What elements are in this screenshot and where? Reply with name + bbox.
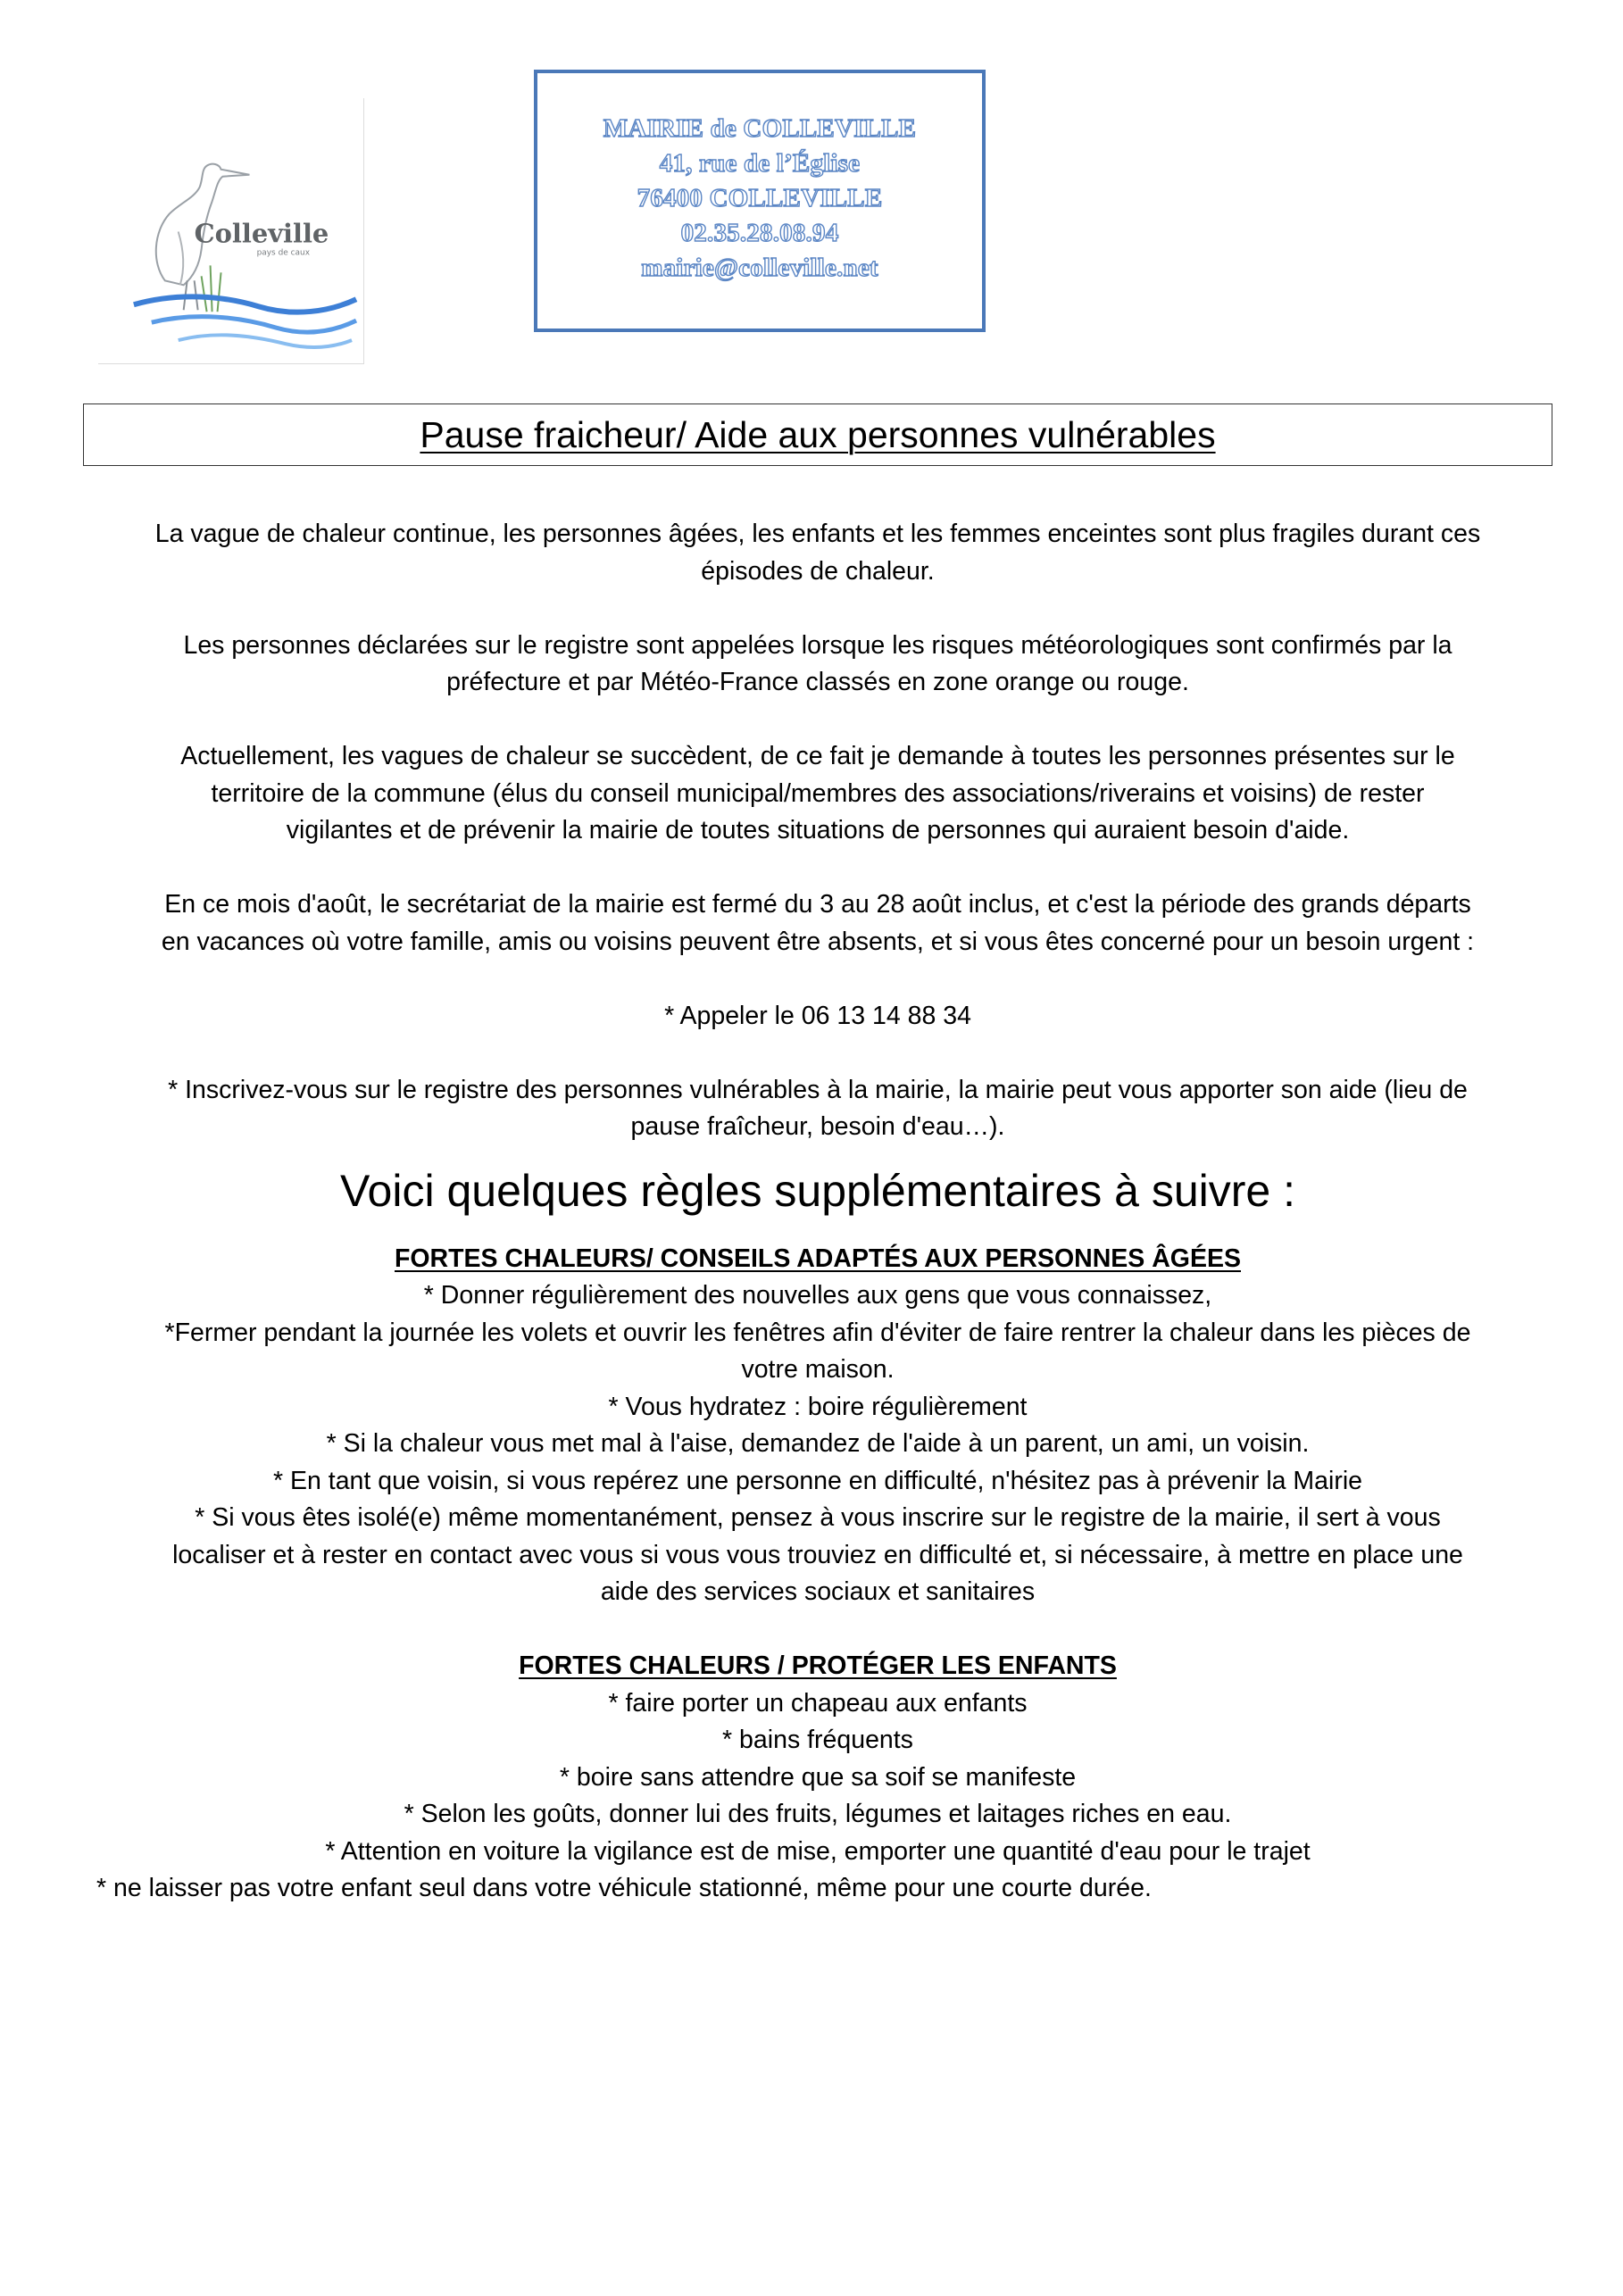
- register-line-1: * Inscrivez-vous sur le registre des personnes vulnérables à la mairie, la mairie peut vous apporter son aide (lieu de: [168, 1075, 1468, 1104]
- intro-paragraph-1-line-2: épisodes de chaleur.: [701, 556, 935, 586]
- intro-paragraph-2-line-1: Les personnes déclarées sur le registre sont appelées lorsque les risques météorologiques sont confirmés par la: [183, 630, 1452, 660]
- intro-paragraph-3-line-3: vigilantes et de prévenir la mairie de toutes situations de personnes qui auraient besoin d'aide.: [286, 816, 1350, 844]
- elderly-advice-line: * Vous hydratez : boire régulièrement: [608, 1392, 1028, 1421]
- document-body: [98, 516, 1537, 1908]
- intro-paragraph-2-line-2: préfecture et par Météo-France classés en zone orange ou rouge.: [446, 668, 1189, 696]
- children-advice-line: * Attention en voiture la vigilance est de mise, emporter une quantité d'eau pour le trajet: [325, 1836, 1311, 1866]
- logo-name: Colleville: [194, 218, 329, 249]
- elderly-section-heading: FORTES CHALEURS/ CONSEILS ADAPTÉS AUX PERSONNES ÂGÉES: [394, 1244, 1241, 1273]
- intro-paragraph-1-line-1: La vague de chaleur continue, les personnes âgées, les enfants et les femmes enceintes sont plus fragiles durant ces: [154, 520, 1481, 548]
- children-advice-line: * boire sans attendre que sa soif se manifeste: [559, 1762, 1077, 1792]
- address-email: mairie@colleville.net: [641, 253, 878, 282]
- intro-paragraph-4-line-2: en vacances où votre famille, amis ou voisins peuvent être absents, et si vous êtes concerné pour un besoin urgent :: [161, 927, 1475, 956]
- intro-paragraph-3-line-1: Actuellement, les vagues de chaleur se succèdent, de ce fait je demande à toutes les personnes présentes sur le: [180, 742, 1455, 770]
- elderly-advice-line: * Si la chaleur vous met mal à l'aise, demandez de l'aide à un parent, un ami, un voisin.: [326, 1429, 1310, 1458]
- town-hall-address-box: [534, 70, 986, 332]
- address-street: 41, rue de l’Église: [659, 148, 861, 178]
- elderly-advice-line: *Fermer pendant la journée les volets et ouvrir les fenêtres afin d'éviter de faire rentrer la chaleur dans les pièces de: [164, 1318, 1471, 1347]
- children-advice-line: * bains fréquents: [722, 1726, 913, 1754]
- heron-logo-icon: [98, 98, 363, 363]
- emergency-phone-line: * Appeler le 06 13 14 88 34: [664, 1001, 971, 1030]
- elderly-advice-line: * Donner régulièrement des nouvelles aux gens que vous connaissez,: [423, 1281, 1212, 1310]
- elderly-advice-line: aide des services sociaux et sanitaires: [600, 1577, 1036, 1606]
- intro-paragraph-4-line-1: En ce mois d'août, le secrétariat de la mairie est fermé du 3 au 28 août inclus, et c'est la période des grands départs: [164, 890, 1471, 919]
- children-section-heading: FORTES CHALEURS / PROTÉGER LES ENFANTS: [519, 1651, 1117, 1680]
- children-advice-line: * Selon les goûts, donner lui des fruits, légumes et laitages riches en eau.: [404, 1800, 1232, 1828]
- address-town-hall-name: MAIRIE de COLLEVILLE: [603, 113, 917, 143]
- register-line-2: pause fraîcheur, besoin d'eau…).: [630, 1112, 1005, 1141]
- elderly-advice-line: * En tant que voisin, si vous repérez une personne en difficulté, n'hésitez pas à prévenir la Mairie: [272, 1466, 1363, 1495]
- elderly-advice-line: localiser et à rester en contact avec vous si vous vous trouviez en difficulté et, si nécessaire, à mettre en place une: [172, 1540, 1463, 1569]
- elderly-advice-line: votre maison.: [741, 1355, 895, 1384]
- colleville-logo: [98, 98, 364, 364]
- address-phone: 02.35.28.08.94: [680, 218, 839, 247]
- document-title: Pause fraicheur/ Aide aux personnes vulnérables: [420, 413, 1216, 455]
- elderly-advice-line: * Si vous êtes isolé(e) même momentanément, pensez à vous inscrire sur le registre de la mairie, il sert à vous: [195, 1503, 1441, 1532]
- children-advice-line: * faire porter un chapeau aux enfants: [608, 1688, 1028, 1718]
- document-title-box: [83, 403, 1552, 466]
- intro-paragraph-3-line-2: territoire de la commune (élus du conseil municipal/membres des associations/riverains et voisins) de rester: [211, 778, 1425, 808]
- address-city: 76400 COLLEVILLE: [637, 183, 883, 212]
- logo-subtitle: pays de caux: [256, 248, 311, 258]
- rules-heading: Voici quelques règles supplémentaires à suivre :: [339, 1165, 1296, 1216]
- children-advice-line-last: * ne laisser pas votre enfant seul dans votre véhicule stationné, même pour une courte durée.: [96, 1874, 1152, 1902]
